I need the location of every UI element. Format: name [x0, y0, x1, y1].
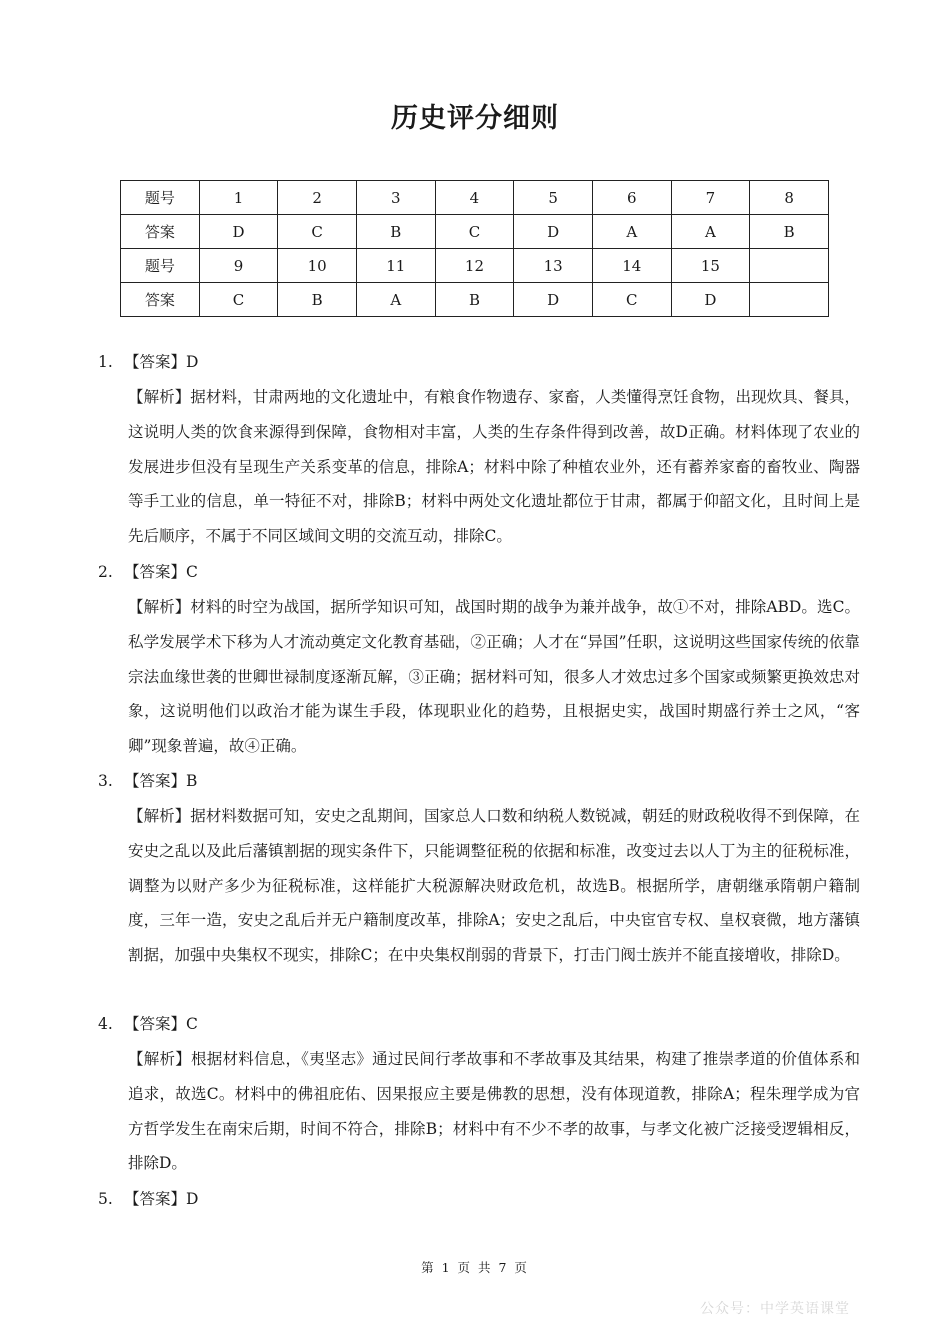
- answer-table-row: [121, 215, 829, 249]
- question-4: [98, 1007, 860, 1181]
- answer-table-cell: 4: [435, 181, 514, 215]
- page-title: 历史评分细则: [391, 103, 559, 134]
- answer-table-cell: [750, 249, 829, 283]
- answer-table-cell: A: [592, 215, 671, 249]
- question-4-answer: 【答案】C: [124, 1015, 198, 1033]
- answer-table-cell: 11: [356, 249, 435, 283]
- question-4-header: [98, 1007, 860, 1042]
- answer-table-row-header: 题号: [121, 249, 200, 283]
- answer-table-cell: 13: [514, 249, 593, 283]
- answer-table-cell: 7: [671, 181, 750, 215]
- answer-table-row-header: 答案: [121, 283, 200, 317]
- answer-table-cell: 10: [278, 249, 357, 283]
- answer-table-cell: 9: [199, 249, 278, 283]
- question-3-header: [98, 764, 860, 799]
- answer-table-cell: 1: [199, 181, 278, 215]
- answer-table-row: [121, 283, 829, 317]
- answer-table-cell: [750, 283, 829, 317]
- answer-table-cell: B: [356, 215, 435, 249]
- question-2: [98, 555, 860, 764]
- question-3: [98, 764, 860, 973]
- answer-table-cell: A: [356, 283, 435, 317]
- question-1-answer: 【答案】D: [124, 353, 199, 371]
- question-1-header: [98, 345, 860, 380]
- answer-table: [120, 180, 829, 317]
- answer-table-cell: D: [514, 215, 593, 249]
- answer-table-cell: D: [671, 283, 750, 317]
- question-3-answer: 【答案】B: [124, 772, 198, 790]
- answer-table-cell: C: [278, 215, 357, 249]
- question-1: [98, 345, 860, 554]
- answer-table-cell: 6: [592, 181, 671, 215]
- answer-table-row: [121, 249, 829, 283]
- answer-table-cell: C: [592, 283, 671, 317]
- question-2-answer: 【答案】C: [124, 563, 198, 581]
- answer-table-cell: B: [278, 283, 357, 317]
- answer-table-cell: 2: [278, 181, 357, 215]
- question-5-header: [98, 1182, 860, 1217]
- question-4-analysis: 【解析】根据材料信息，《夷坚志》通过民间行孝故事和不孝故事及其结果，构建了推崇孝道的价值体系和追求，故选C。材料中的佛祖庇佑、因果报应主要是佛教的思想，没有体现道教，排除A；程朱理学成为官方哲学发生在南宋后期，时间不符合，排除B；材料中有不少不孝的故事，与孝文化被广泛接受逻辑相反，排除D。: [128, 1050, 860, 1173]
- question-1-analysis: 【解析】据材料，甘肃两地的文化遗址中，有粮食作物遗存、家畜，人类懂得烹饪食物，出现炊具、餐具，这说明人类的饮食来源得到保障，食物相对丰富，人类的生存条件得到改善，故D正确。材料体现了农业的发展进步但没有呈现生产关系变革的信息，排除A；材料中除了种植农业外，还有蓄养家畜的畜牧业、陶器等手工业的信息，单一特征不对，排除B；材料中两处文化遗址都位于甘肃，都属于仰韶文化，且时间上是先后顺序，不属于不同区域间文明的交流互动，排除C。: [128, 388, 860, 546]
- question-2-number: 2.: [98, 563, 113, 581]
- answer-table-cell: 15: [671, 249, 750, 283]
- answer-table-cell: 14: [592, 249, 671, 283]
- answer-table-cell: 8: [750, 181, 829, 215]
- answer-table-cell: C: [199, 283, 278, 317]
- answer-table-cell: 3: [356, 181, 435, 215]
- answer-table-cell: 12: [435, 249, 514, 283]
- question-2-analysis: 【解析】材料的时空为战国，据所学知识可知，战国时期的战争为兼并战争，故①不对，排除ABD。选C。私学发展学术下移为人才流动奠定文化教育基础，②正确；人才在“异国”任职，这说明这些国家传统的依靠宗法血缘世袭的世卿世禄制度逐渐瓦解，③正确；据材料可知，很多人才效忠过多个国家或频繁更换效忠对象，这说明他们以政治才能为谋生手段，体现职业化的趋势，且根据史实，战国时期盛行养士之风，“客卿”现象普遍，故④正确。: [128, 598, 860, 756]
- question-5: [98, 1182, 860, 1217]
- answer-table-cell: C: [435, 215, 514, 249]
- answer-table-cell: B: [435, 283, 514, 317]
- question-5-number: 5.: [98, 1190, 113, 1208]
- answer-table-cell: 5: [514, 181, 593, 215]
- question-5-answer: 【答案】D: [124, 1190, 199, 1208]
- answer-table-row-header: 答案: [121, 215, 200, 249]
- question-3-number: 3.: [98, 772, 113, 790]
- question-3-analysis: 【解析】据材料数据可知，安史之乱期间，国家总人口数和纳税人数锐减，朝廷的财政税收得不到保障，在安史之乱以及此后藩镇割据的现实条件下，只能调整征税的依据和标准，改变过去以人丁为主的征税标准，调整为以财产多少为征税标准，这样能扩大税源解决财政危机，故选B。根据所学，唐朝继承隋朝户籍制度，三年一造，安史之乱后并无户籍制度改革，排除A；安史之乱后，中央宦官专权、皇权衰微，地方藩镇割据，加强中央集权不现实，排除C；在中央集权削弱的背景下，打击门阀士族并不能直接增收，排除D。: [128, 807, 860, 965]
- page-footer: 第 1 页 共 7 页: [421, 1260, 529, 1275]
- question-2-header: [98, 555, 860, 590]
- answer-table-row-header: 题号: [121, 181, 200, 215]
- question-1-number: 1.: [98, 353, 113, 371]
- answer-table-row: [121, 181, 829, 215]
- question-4-number: 4.: [98, 1015, 113, 1033]
- answer-table-cell: A: [671, 215, 750, 249]
- answer-table-cell: B: [750, 215, 829, 249]
- answer-table-cell: D: [199, 215, 278, 249]
- watermark-text: 公众号：中学英语课堂: [700, 1301, 850, 1317]
- answer-table-cell: D: [514, 283, 593, 317]
